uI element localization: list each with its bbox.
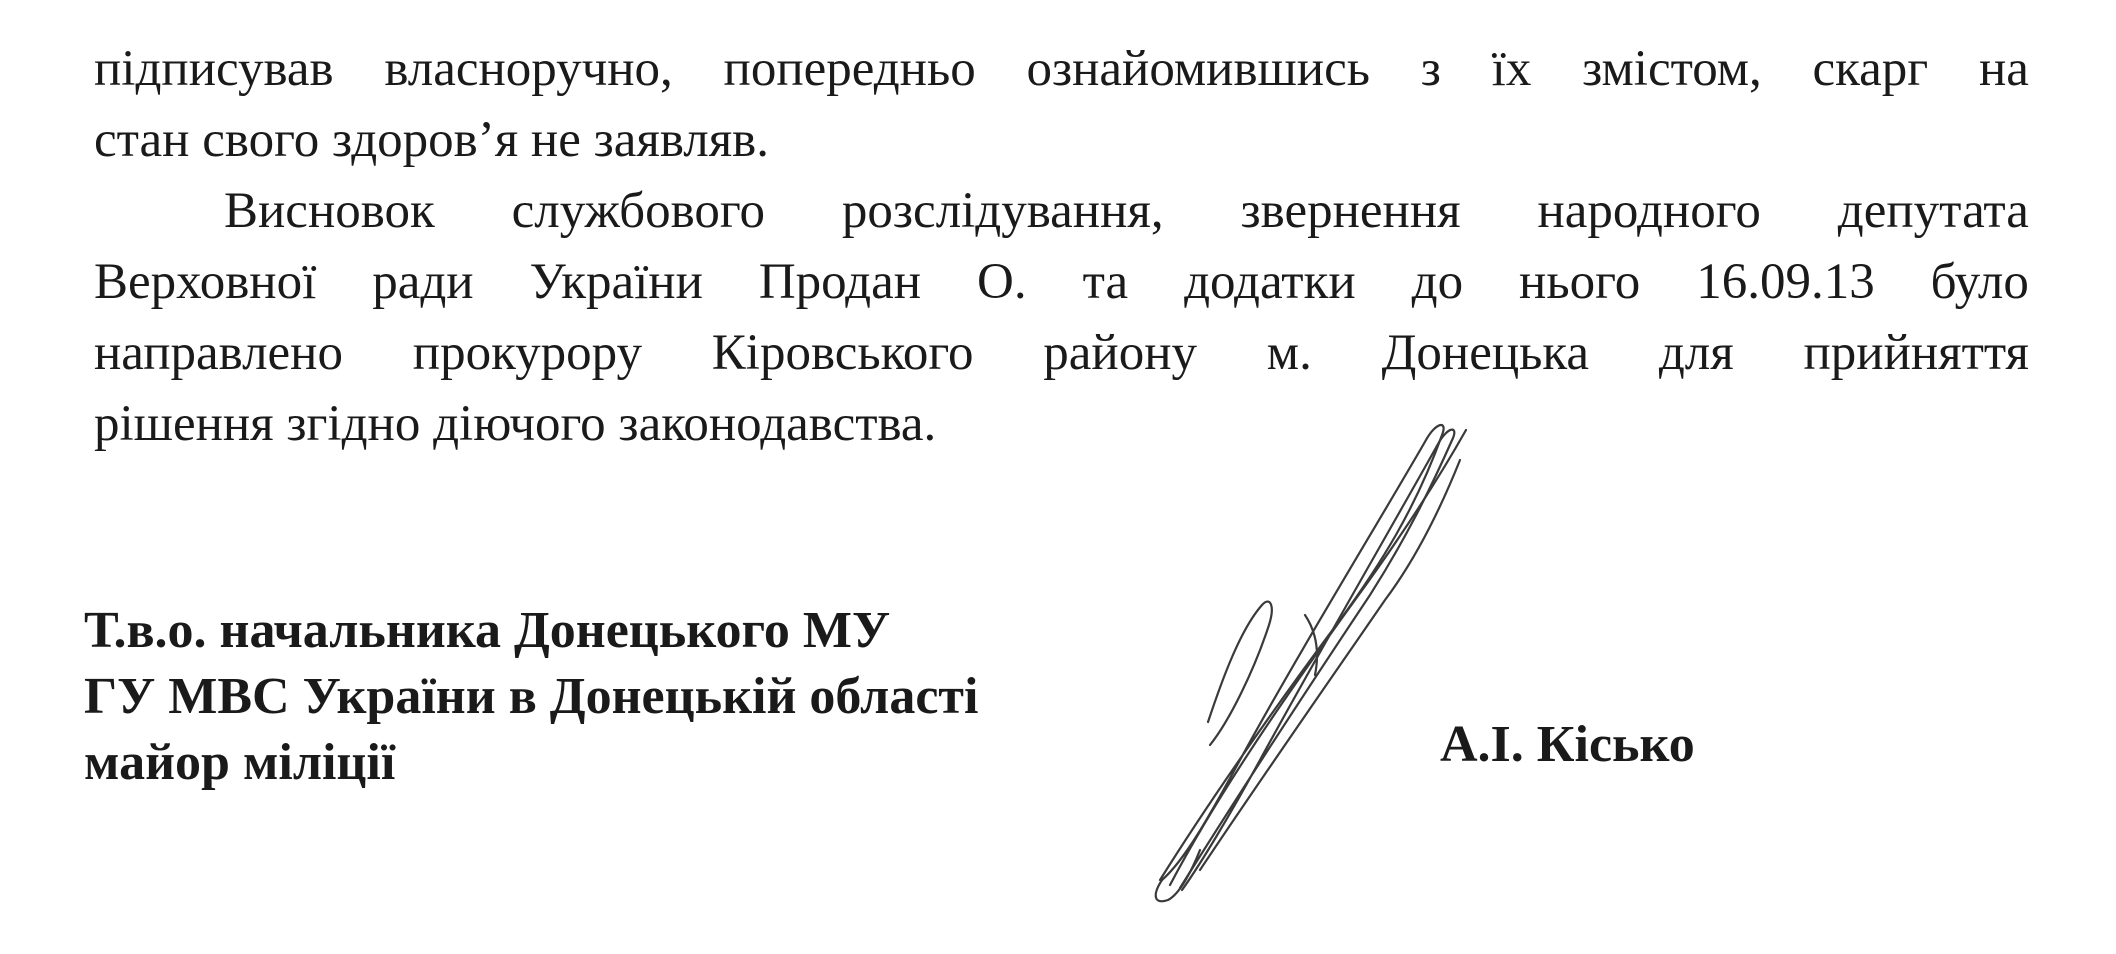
signer-position-line-1: Т.в.о. начальника Донецького МУ [84, 602, 891, 659]
signer-position-block [84, 598, 978, 796]
word: попередньо [723, 41, 976, 97]
word: Верховної [94, 254, 317, 310]
text-line-4 [94, 247, 2029, 318]
word: до [1411, 254, 1464, 310]
word: району [1043, 325, 1197, 381]
word: 16.09.13 [1696, 254, 1875, 310]
signer-rank: майор міліції [84, 734, 396, 791]
text-line-6: рішення згідно діючого законодавства. [94, 396, 937, 452]
body-paragraphs [94, 34, 2029, 460]
word: звернення [1240, 183, 1461, 239]
word: підписував [94, 41, 334, 97]
word: м. [1266, 325, 1312, 381]
word: ради [372, 254, 474, 310]
word: додатки [1184, 254, 1356, 310]
word: Продан [758, 254, 922, 310]
word: прийняття [1803, 325, 2029, 381]
word: службового [511, 183, 765, 239]
text-line-3 [94, 176, 2029, 247]
text-line-5 [94, 318, 2029, 389]
signer-name: А.І. Кісько [1440, 716, 1695, 773]
word: Висновок [224, 183, 435, 239]
text-line-1 [94, 34, 2029, 105]
word: ознайомившись [1026, 41, 1370, 97]
word: змістом, [1582, 41, 1762, 97]
word: з [1420, 41, 1441, 97]
word: для [1658, 325, 1734, 381]
word: депутата [1837, 183, 2029, 239]
signer-position-line-2: ГУ МВС України в Донецькій області [84, 668, 979, 725]
word: власноручно, [384, 41, 673, 97]
word: направлено [94, 325, 343, 381]
word: О. [977, 254, 1027, 310]
word: прокурору [412, 325, 642, 381]
word: було [1930, 254, 2029, 310]
word: нього [1519, 254, 1641, 310]
word: Кіровського [711, 325, 974, 381]
text-line-2: стан свого здоров’я не заявляв. [94, 112, 770, 168]
word: їх [1491, 41, 1532, 97]
word: народного [1537, 183, 1761, 239]
word: України [529, 254, 703, 310]
handwritten-signature-icon [1140, 400, 1540, 910]
word: на [1978, 41, 2029, 97]
word: розслідування, [841, 183, 1164, 239]
word: скарг [1812, 41, 1929, 97]
word: Донецька [1381, 325, 1590, 381]
word: та [1082, 254, 1129, 310]
